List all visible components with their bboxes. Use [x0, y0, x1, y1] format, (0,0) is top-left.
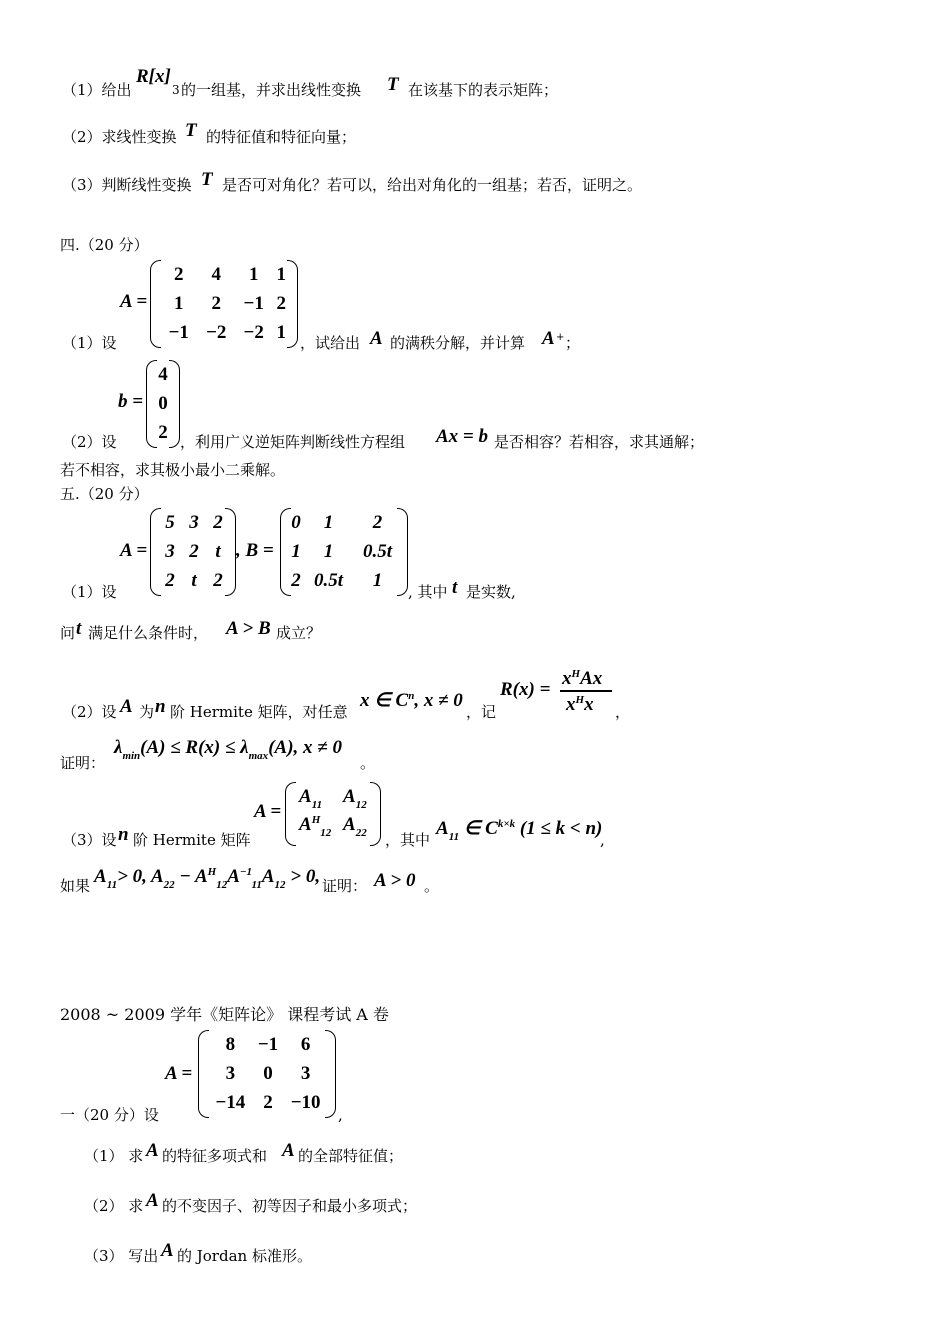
- part5-q1-line2-b: 满足什么条件时，: [88, 624, 209, 642]
- period: 。: [424, 877, 440, 895]
- matrix-a-label: A =: [120, 291, 148, 312]
- plus-superscript: +: [556, 332, 565, 343]
- matrix-b-label: , B =: [236, 540, 274, 561]
- a-symbol: A: [370, 328, 383, 349]
- exam-matrix-a: 8 −1 6 3 0 3 −14 2 −10: [198, 1030, 336, 1118]
- part3-q3-text-b: 是否可对角化？若可以，给出对角化的一组基；若否，证明之。: [222, 176, 643, 194]
- a-symbol: A: [161, 1240, 174, 1261]
- part5-q2-text-b: 为: [139, 703, 155, 721]
- t-symbol: T: [201, 169, 213, 190]
- part5-q3-line2-a: 如果: [60, 877, 91, 895]
- part5-q2-text-c: 阶 Hermite 矩阵，对任意: [170, 703, 348, 721]
- vector-b-label: b =: [118, 391, 144, 412]
- inequality-a-gt-b: A > B: [226, 618, 271, 639]
- rx-subscript: 3: [172, 83, 180, 97]
- a11-condition: $A_{11}$ ∈ $C^{k\times k}$ (1 ≤ k < n): [436, 818, 603, 843]
- block-matrix-label: A =: [254, 801, 282, 822]
- part5-q3-text-a: （3）设: [62, 831, 117, 849]
- a-symbol: A: [120, 696, 133, 717]
- part4-q2-text-a: （2）设: [62, 433, 117, 451]
- part5-q1-line2-c: 成立？: [276, 624, 322, 642]
- rayleigh-quotient-label: R(x) =: [500, 679, 551, 700]
- exam-q0-text-b: ,: [338, 1106, 343, 1124]
- exam-q1-text-b: 的特征多项式和: [162, 1147, 268, 1165]
- exam-title: 2008 ~ 2009 学年《矩阵论》 课程考试 A 卷: [60, 1005, 389, 1024]
- rayleigh-denominator: $x^Hx$: [566, 694, 594, 715]
- matrix-a-4x4: 2 4 1 1 1 2 −1 2 −1 −2 −2 1: [150, 260, 298, 348]
- part5-q1-line2-a: 问: [60, 624, 76, 642]
- proof-label: 证明：: [322, 877, 368, 895]
- t-symbol: T: [387, 74, 399, 95]
- exam-matrix-a-label: A =: [165, 1063, 193, 1084]
- n-symbol: n: [118, 824, 129, 845]
- matrix-a-label: A =: [120, 540, 148, 561]
- fraction-bar: [560, 690, 612, 692]
- exam-q1-text-a: （1） 求: [84, 1147, 144, 1165]
- exam-q0-text-a: 一（20 分）设: [60, 1106, 159, 1124]
- part5-heading: 五.（20 分）: [60, 485, 149, 503]
- exam-q1-text-c: 的全部特征值；: [298, 1147, 404, 1165]
- part4-q2-line2: 若不相容，求其极小最小二乘解。: [60, 461, 286, 479]
- rx-symbol: R[x]: [136, 66, 171, 87]
- part5-q2-text-e: ，: [615, 703, 631, 721]
- part5-q3-text-b: 阶 Hermite 矩阵: [133, 831, 251, 849]
- conclusion-a-gt-0: A > 0: [374, 870, 416, 891]
- block-matrix: $A_{11}$ $A_{12}$ $A^H_{12}$ $A_{22}$: [285, 782, 381, 846]
- exam-q2-text-b: 的不变因子、初等因子和最小多项式；: [162, 1197, 418, 1215]
- part4-q2-text-b: ，利用广义逆矩阵判断线性方程组: [180, 433, 406, 451]
- part5-q2-text-d: ，记: [466, 703, 497, 721]
- part3-q1-text-a: （1）给出: [62, 81, 132, 99]
- equation-ax-b: Ax = b: [436, 426, 488, 447]
- a-symbol: A: [146, 1190, 159, 1211]
- vector-b: 4 0 2: [146, 360, 180, 448]
- part5-q2-text-a: （2）设: [62, 703, 117, 721]
- exam-q3-text-a: （3） 写出: [84, 1247, 159, 1265]
- part5-q1-text-c: 是实数,: [466, 583, 516, 601]
- part3-q3-text-a: （3）判断线性变换: [62, 176, 192, 194]
- a-symbol: A: [146, 1140, 159, 1161]
- part4-q1-text-d: ；: [565, 334, 581, 352]
- period: 。: [360, 754, 376, 772]
- part4-q2-text-c: 是否相容？若相容，求其通解；: [494, 433, 705, 451]
- matrix-a-3x3: 5 3 2 3 2 t 2 t 2: [150, 508, 236, 596]
- part4-q1-text-b: ，试给出: [300, 334, 361, 352]
- part3-q2-text-b: 的特征值和特征向量；: [206, 128, 357, 146]
- condition-x-in-cn: x ∈ $C^n$, x ≠ 0: [360, 690, 463, 711]
- exam-q2-text-a: （2） 求: [84, 1197, 144, 1215]
- t-symbol: t: [76, 618, 82, 639]
- a-pseudo-inverse: A: [542, 328, 555, 349]
- part5-q3-text-c: ，其中: [385, 831, 431, 849]
- part4-q1-text-c: 的满秩分解，并计算: [390, 334, 526, 352]
- a-symbol: A: [282, 1140, 295, 1161]
- part4-q1-text-a: （1）设: [62, 334, 117, 352]
- schur-complement-condition: $A_{11}> 0$, $A_{22} - A^H_{12}A^{-1}_{11}A_{12} > 0$,: [94, 866, 321, 891]
- matrix-b-3x3: 0 1 2 1 1 0.5t 2 0.5t 1: [280, 508, 408, 596]
- rayleigh-bounds: $\lambda_{min}(A) \le R(x) \le \lambda_{max}(A)$, x ≠ 0: [114, 737, 342, 762]
- part4-heading: 四.（20 分）: [60, 236, 149, 254]
- part5-q3-text-d: ,: [600, 831, 605, 849]
- proof-label: 证明：: [60, 754, 106, 772]
- part5-q1-text-a: （1）设: [62, 583, 117, 601]
- t-symbol: t: [452, 577, 458, 598]
- part3-q1-text-c: 在该基下的表示矩阵；: [408, 81, 559, 99]
- part3-q1-text-b: 的一组基，并求出线性变换: [181, 81, 362, 99]
- n-symbol: n: [155, 696, 166, 717]
- exam-q3-text-b: 的 Jordan 标准形。: [177, 1247, 312, 1265]
- rayleigh-numerator: $x^HAx$: [562, 668, 603, 689]
- part3-q2-text-a: （2）求线性变换: [62, 128, 177, 146]
- part5-q1-text-b: , 其中: [408, 583, 448, 601]
- t-symbol: T: [185, 120, 197, 141]
